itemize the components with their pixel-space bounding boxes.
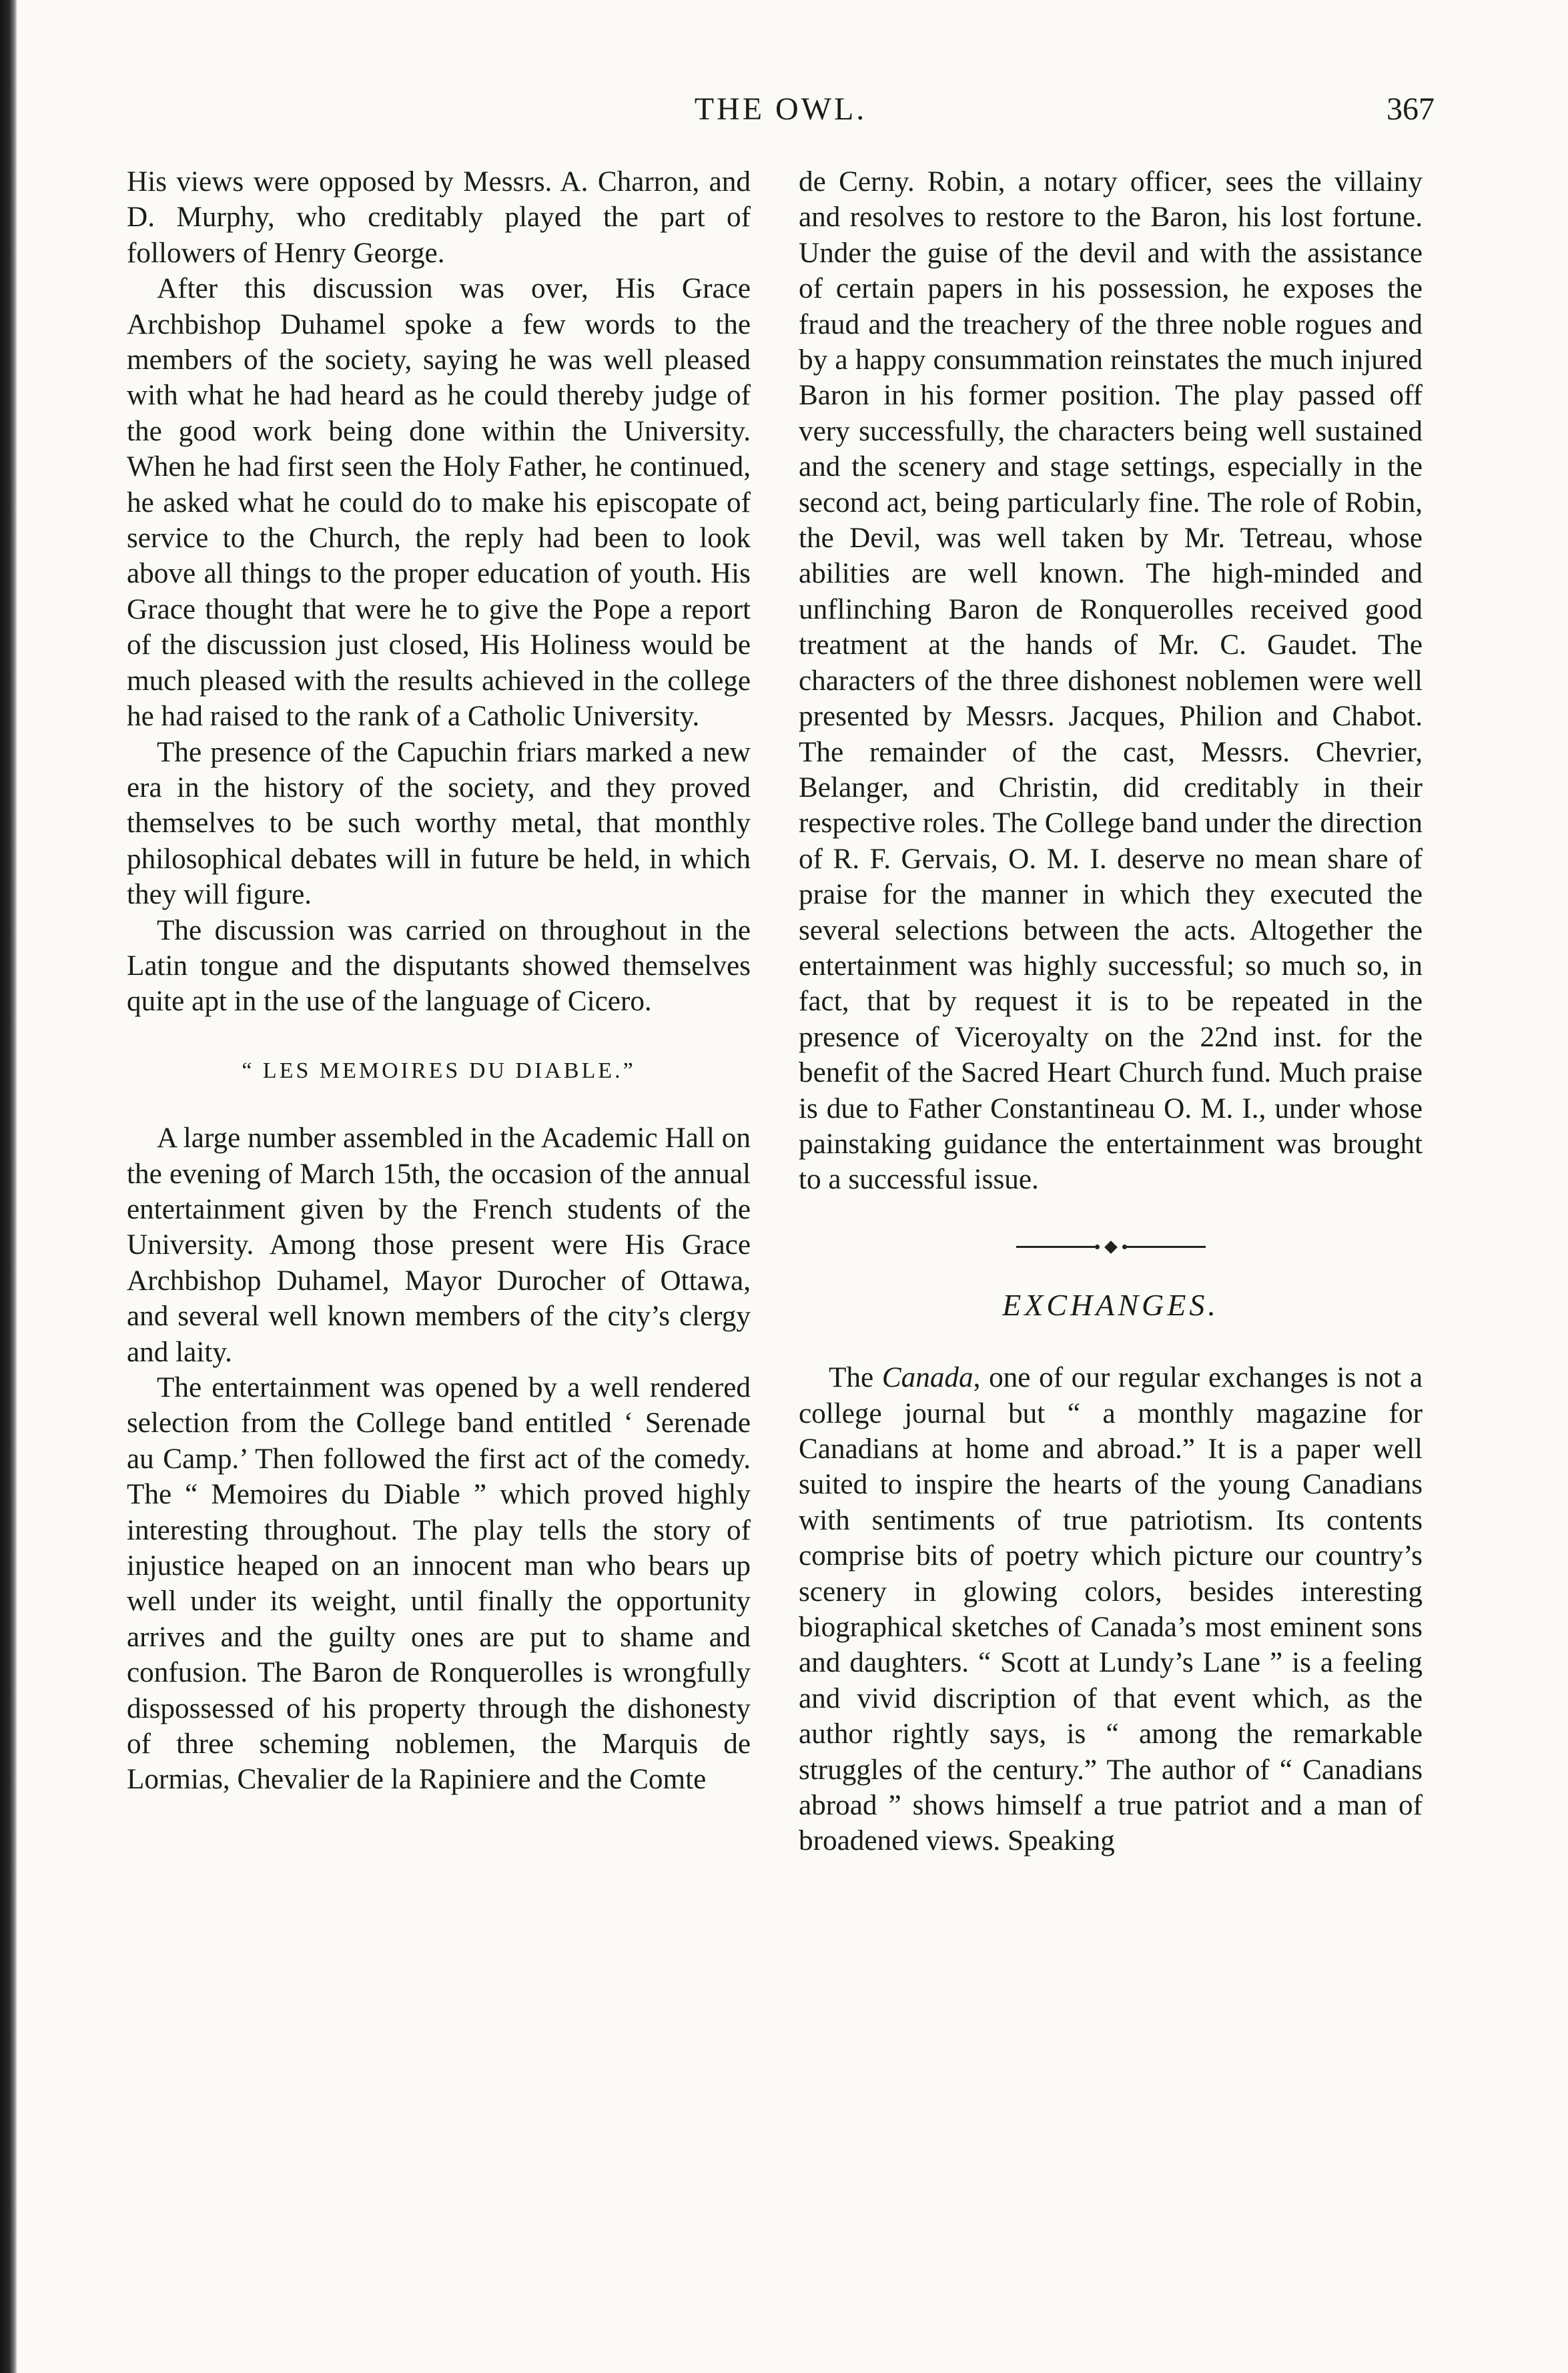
paragraph-rest: , one of our regular exchanges is not a college journal but “ a monthly magazine for Canadians at home and abroad.” It is a paper well suited to inspire the hearts of the young Canadians with sentiments of true patriotism. Its contents comprise bits of poetry which picture our country’s scenery in glowing colors, besides interesting biographical sketches of Canada’s most eminent sons and daughters. “ Scott at Lundy’s Lane ” is a feeling and vivid discription of that event which, as the author rightly says, is “ among the remarkable struggles of the century.” The author of “ Canadians abroad ” shows himself a true patriot and a man of broadened views. Speaking bbox=[799, 1362, 1423, 1857]
section-heading-memoires: “ LES MEMOIRES DU DIABLE.” bbox=[242, 1058, 636, 1083]
paragraph bbox=[799, 1360, 1423, 1859]
divider-rule bbox=[1127, 1246, 1206, 1248]
right-column bbox=[799, 164, 1423, 1859]
section-divider bbox=[799, 1241, 1423, 1254]
running-title: THE OWL. bbox=[694, 91, 867, 127]
section-heading-exchanges: EXCHANGES. bbox=[1002, 1287, 1219, 1322]
page-number: 367 bbox=[1387, 91, 1435, 127]
paragraph: de Cerny. Robin, a notary officer, sees the villainy and resolves to restore to the Baron, his lost fortune. Under the guise of the devil and with the assistance of certain papers in his possession, he exposes the fraud and the treachery of the three noble rogues and by a happy consummation reinstates the much injured Baron in his former position. The play passed off very successfully, the characters being well sustained and the scenery and stage settings, especially in the second act, being particularly fine. The role of Robin, the Devil, was well taken by Mr. Tetreau, whose abilities are well known. The high-minded and unflinching Baron de Ronquerolles received good treatment at the hands of Mr. C. Gaudet. The characters of the three dishonest noblemen were well presented by Messrs. Jacques, Philion and Chabot. The remainder of the cast, Messrs. Chevrier, Belanger, and Christin, did creditably in their respective roles. The College band under the direction of R. F. Gervais, O. M. I. deserve no mean share of praise for the manner in which they executed the several selections between the acts. Altogether the entertainment was highly successful; so much so, in fact, that by request it is to be repeated in the presence of Viceroyalty on the 22nd inst. for the benefit of the Sacred Heart Church fund. Much praise is due to Father Constantineau O. M. I., under whose painstaking guidance the entertainment was brought to a successful issue. bbox=[799, 166, 1423, 1196]
paragraph: The presence of the Capuchin friars marked a new era in the history of the society, and they proved themselves to be such worthy metal, that monthly philosophical debates will in future be held, in which they will figure. bbox=[127, 736, 751, 911]
paragraph: His views were opposed by Messrs. A. Charron, and D. Murphy, who creditably played the part of followers of Henry George. bbox=[127, 166, 751, 269]
left-column bbox=[127, 164, 751, 1798]
paragraph-lead: The bbox=[829, 1362, 882, 1394]
divider-dot bbox=[1095, 1245, 1100, 1249]
page-binding-edge bbox=[0, 0, 17, 2373]
paragraph: After this discussion was over, His Grace Archbishop Duhamel spoke a few words to the members of the society, saying he was well pleased with what he had heard as he could thereby judge of the good work being done within the University. When he had first seen the Holy Father, he continued, he asked what he could do to make his episcopate of service to the Church, the reply had been to look above all things to the proper education of youth. His Grace thought that were he to give the Pope a report of the discussion just closed, His Holiness would be much pleased with the results achieved in the college he had raised to the rank of a Catholic University. bbox=[127, 273, 751, 733]
paragraph: The entertainment was opened by a well rendered selection from the College band entitled ‘ Serenade au Camp.’ Then followed the first act of the comedy. The “ Memoires du Diable ” which proved highly interesting throughout. The play tells the story of injustice heaped on an innocent man who bears up well under its weight, until finally the opportunity arrives and the guilty ones are put to shame and confusion. The Baron de Ronquerolles is wrongfully dispossessed of his property through the dishonesty of three scheming noblemen, the Marquis de Lormias, Chevalier de la Rapiniere and the Comte bbox=[127, 1372, 751, 1796]
publication-title: Canada bbox=[881, 1362, 973, 1394]
divider-rule bbox=[1016, 1246, 1095, 1248]
divider-dot bbox=[1122, 1245, 1127, 1249]
divider-diamond-ornament bbox=[1104, 1241, 1118, 1254]
paragraph: The discussion was carried on throughout in the Latin tongue and the disputants showed themselves quite apt in the use of the language of Cicero. bbox=[127, 914, 751, 1018]
page-header bbox=[127, 91, 1435, 144]
paragraph: A large number assembled in the Academic Hall on the evening of March 15th, the occasion of the annual entertainment given by the French students of the University. Among those present were His Grace Archbishop Duhamel, Mayor Durocher of Ottawa, and several well known members of the city’s clergy and laity. bbox=[127, 1122, 751, 1368]
